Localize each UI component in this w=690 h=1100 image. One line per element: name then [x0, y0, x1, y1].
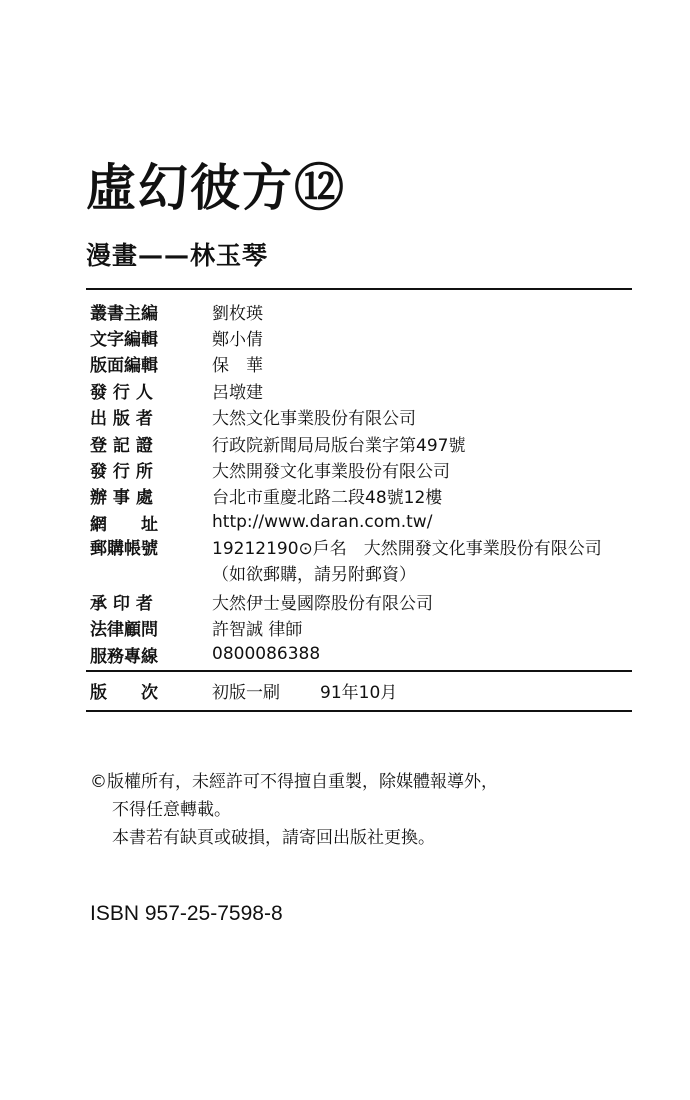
credit-value: 保 華	[212, 356, 263, 377]
credit-row	[90, 641, 650, 667]
notice-line: ©版權所有，未經許可不得擅自重製，除媒體報導外，	[90, 772, 498, 792]
credit-label: 服務專線	[90, 646, 158, 667]
credit-row	[90, 456, 650, 482]
postal-note: （如欲郵購，請另附郵資）	[212, 564, 416, 585]
credit-row	[90, 324, 650, 350]
notice-line: 不得任意轉載。	[112, 800, 231, 820]
postal-account: 19212190⊙戶名 大然開發文化事業股份有限公司	[212, 538, 602, 559]
book-title: 虛幻彼方⑫	[86, 159, 346, 217]
credit-row	[90, 404, 650, 430]
credit-label: 承 印 者	[90, 593, 153, 614]
credit-label: 辦 事 處	[90, 488, 153, 509]
credit-label: 法律顧問	[90, 620, 158, 641]
credit-value: 鄭小倩	[212, 330, 263, 351]
credit-label: 網 址	[90, 514, 158, 535]
divider	[86, 288, 632, 290]
credit-value: 大然開發文化事業股份有限公司	[212, 462, 450, 483]
credit-value: 台北市重慶北路二段48號12樓	[212, 488, 443, 509]
credit-label: 叢書主編	[90, 303, 158, 324]
credit-row	[90, 351, 650, 377]
credit-row	[90, 377, 650, 403]
credit-label: 出 版 者	[90, 409, 153, 430]
credit-label: 文字編輯	[90, 330, 158, 351]
credits-list	[90, 298, 650, 667]
copyright-notice	[90, 768, 498, 852]
isbn-number: ISBN 957-25-7598-8	[90, 902, 283, 925]
website-url: http://www.daran.com.tw/	[212, 512, 433, 533]
credit-label: 版面編輯	[90, 356, 158, 377]
credit-row	[90, 509, 650, 535]
divider	[86, 670, 632, 672]
edition-label: 版 次	[90, 683, 158, 703]
credit-value: 劉枚瑛	[212, 303, 263, 324]
edition-row	[90, 678, 650, 703]
postal-row	[90, 536, 650, 589]
credit-value: 許智誠 律師	[212, 620, 303, 641]
credit-row	[90, 588, 650, 614]
credit-label: 登 記 證	[90, 435, 153, 456]
credit-row	[90, 483, 650, 509]
divider	[86, 710, 632, 712]
credit-value: 呂墩建	[212, 382, 263, 403]
edition-value: 初版一刷	[212, 683, 280, 703]
service-phone: 0800086388	[212, 644, 321, 665]
edition-date: 91年10月	[320, 683, 398, 703]
postal-value	[212, 536, 650, 589]
credit-label: 郵購帳號	[90, 538, 158, 559]
credit-row	[90, 615, 650, 641]
artist-credit: 漫畫——林玉琴	[86, 241, 269, 270]
notice-line: 本書若有缺頁或破損，請寄回出版社更換。	[112, 828, 435, 848]
credit-value: 行政院新聞局局版台業字第497號	[212, 435, 466, 456]
credit-row	[90, 298, 650, 324]
credit-value: 大然文化事業股份有限公司	[212, 409, 416, 430]
credit-row	[90, 430, 650, 456]
credit-label: 發 行 人	[90, 382, 153, 403]
credit-value: 大然伊士曼國際股份有限公司	[212, 593, 433, 614]
credit-label: 發 行 所	[90, 462, 153, 483]
